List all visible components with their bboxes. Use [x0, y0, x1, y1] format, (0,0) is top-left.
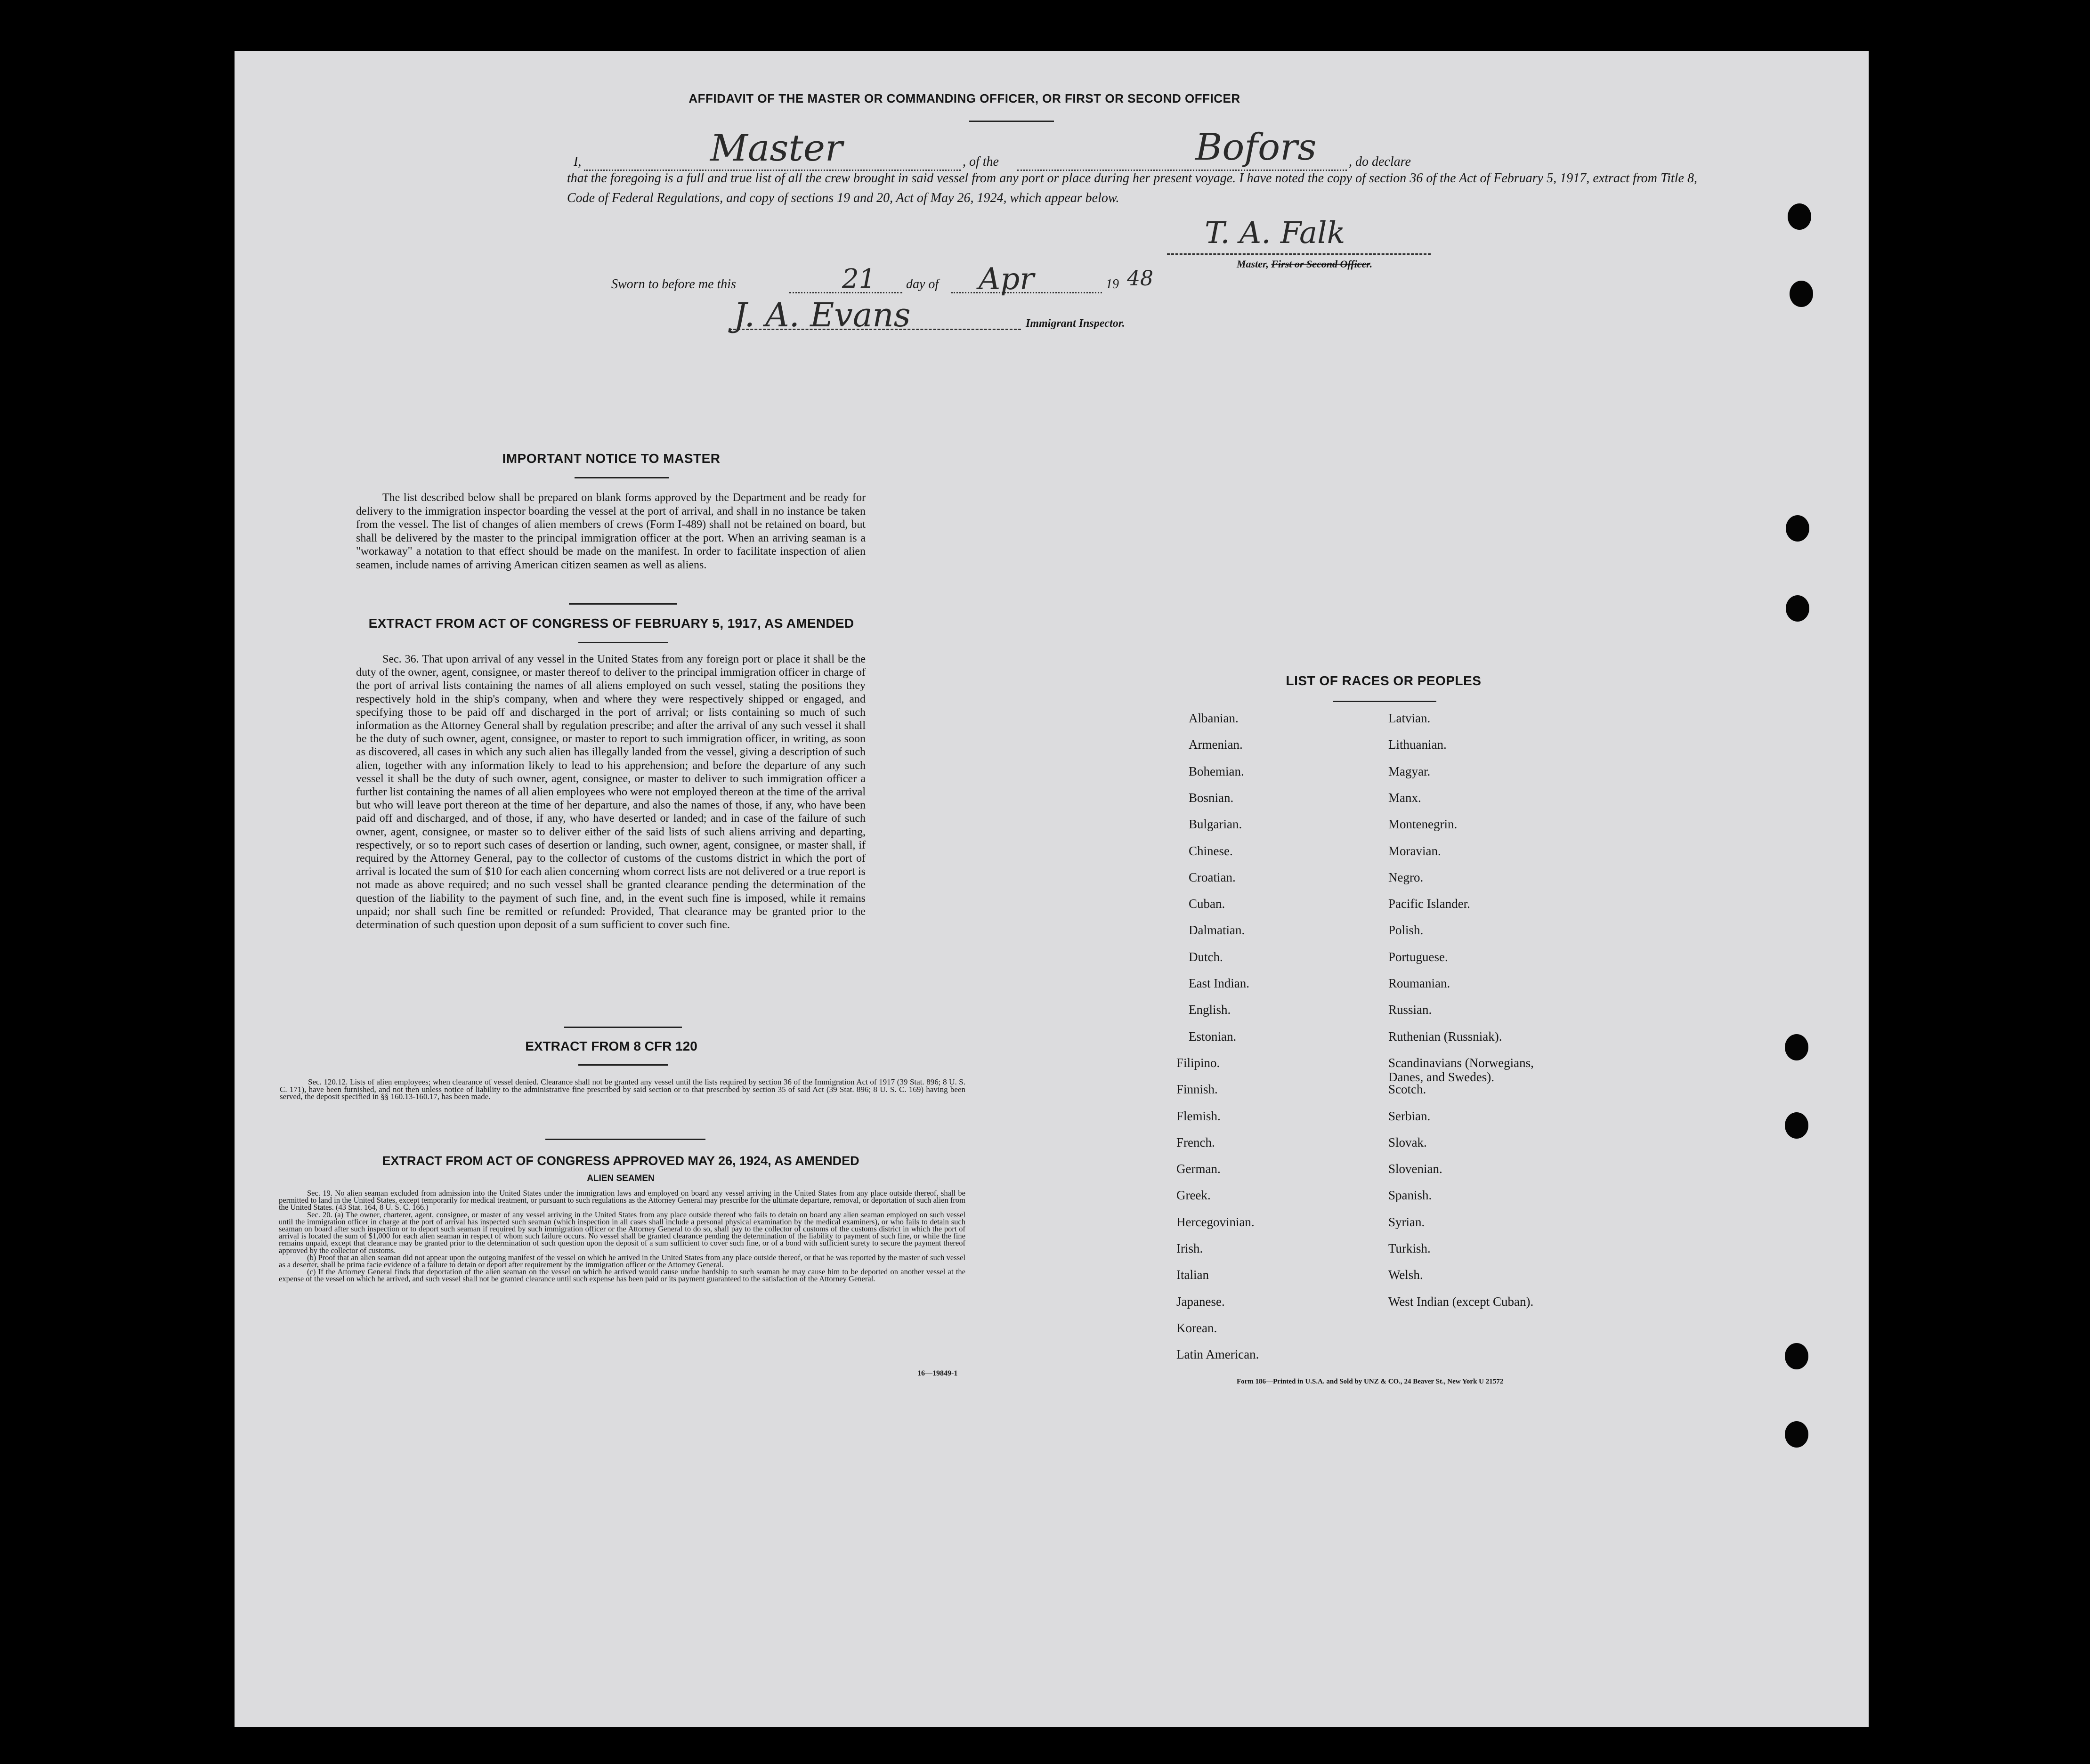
- document-page: [235, 51, 1869, 1727]
- notice-rule: [575, 477, 669, 478]
- race-item: Welsh.: [1388, 1268, 1423, 1282]
- race-item: Montenegrin.: [1388, 817, 1458, 832]
- race-item: Pacific Islander.: [1388, 897, 1470, 911]
- race-item: Finnish.: [1176, 1082, 1218, 1097]
- race-item: Latin American.: [1176, 1347, 1259, 1362]
- race-item: Polish.: [1388, 923, 1424, 938]
- binder-hole: [1786, 515, 1809, 542]
- race-item: Spanish.: [1388, 1188, 1432, 1203]
- race-item: Estonian.: [1189, 1029, 1237, 1044]
- sworn-prefix: Sworn to before me this: [611, 277, 736, 291]
- affidavit-rule: [969, 121, 1054, 122]
- race-item: West Indian (except Cuban).: [1388, 1294, 1534, 1309]
- form-footer: Form 186—Printed in U.S.A. and Sold by UNZ & CO., 24 Beaver St., New York U 21572: [1237, 1378, 1504, 1385]
- race-item: Bosnian.: [1189, 790, 1234, 805]
- race-item: Moravian.: [1388, 843, 1441, 858]
- declaration-mid: , of the: [963, 154, 999, 169]
- handwritten-day: 21: [842, 264, 876, 294]
- race-item: Chinese.: [1189, 843, 1233, 858]
- binder-hole: [1785, 1421, 1808, 1448]
- binder-hole: [1785, 1112, 1808, 1139]
- affidavit-title: AFFIDAVIT OF THE MASTER OR COMMANDING OFFICER, OR FIRST OR SECOND OFFICER: [689, 91, 1240, 105]
- race-item: Ruthenian (Russniak).: [1388, 1029, 1502, 1044]
- race-item: Bulgarian.: [1189, 817, 1242, 832]
- race-item: Slovenian.: [1388, 1162, 1442, 1176]
- sec-20b-text: (b) Proof that an alien seaman did not appear upon the outgoing manifest of the vessel on which he arrived in the United States from any place outside thereof, or that he was reported by the master of such vessel as a deserter, shall be prima facie evidence of a failure to detain or deport after requirement by the immigration officer or the Attorney General.: [279, 1253, 965, 1270]
- race-item: Filipino.: [1176, 1055, 1220, 1070]
- declaration-suffix: , do declare: [1349, 154, 1411, 169]
- race-item: English.: [1189, 1003, 1231, 1017]
- race-item: Italian: [1176, 1268, 1209, 1282]
- handwritten-year: 48: [1127, 267, 1153, 291]
- handwritten-master-name: Master: [710, 127, 843, 170]
- handwritten-month: Apr: [979, 262, 1034, 297]
- year-prefix: 19: [1106, 277, 1119, 291]
- extract-1924-subtitle: ALIEN SEAMEN: [587, 1173, 655, 1183]
- race-item: Scandinavians (Norwegians,: [1388, 1055, 1534, 1070]
- race-item: Flemish.: [1176, 1109, 1221, 1123]
- race-item: Scotch.: [1388, 1082, 1426, 1097]
- race-item: French.: [1176, 1135, 1215, 1149]
- extract-1917-rule: [578, 642, 668, 643]
- extract-1924-body: [279, 1189, 965, 1283]
- race-item: Syrian.: [1388, 1214, 1425, 1229]
- race-item: Serbian.: [1388, 1109, 1431, 1123]
- notice-title: IMPORTANT NOTICE TO MASTER: [502, 451, 721, 466]
- race-item: Magyar.: [1388, 764, 1431, 778]
- extract-1924-title: EXTRACT FROM ACT OF CONGRESS APPROVED MAY 26, 1924, AS AMENDED: [382, 1154, 859, 1168]
- master-caption: Master, First or Second Officer.: [1237, 258, 1373, 270]
- race-item: Hercegovinian.: [1176, 1214, 1255, 1229]
- race-item: Greek.: [1176, 1188, 1211, 1203]
- binder-hole: [1785, 1343, 1808, 1369]
- race-item: Dalmatian.: [1189, 923, 1245, 938]
- race-item: Danes, and Swedes).: [1388, 1069, 1494, 1084]
- sec-19-text: Sec. 19. No alien seaman excluded from admission into the United States under the immigration laws and employed on board any vessel arriving in the United States from any place outside thereof, shall be permitted to land in the United States, except temporarily for medical treatment, or pursuant to such regulations as the Attorney General may prescribe for the ultimate departure, removal, or deportation of such alien from the United States. (43 Stat. 164, 8 U. S. C. 166.): [279, 1189, 965, 1212]
- binder-hole: [1785, 1034, 1808, 1060]
- binder-hole: [1788, 203, 1811, 230]
- race-item: Albanian.: [1189, 711, 1239, 725]
- inspector-signature: J. A. Evans: [734, 296, 911, 334]
- day-of-label: day of: [906, 277, 939, 291]
- race-item: Dutch.: [1189, 949, 1223, 964]
- race-item: Lithuanian.: [1388, 737, 1447, 752]
- extract-cfr-end-rule: [545, 1139, 705, 1140]
- extract-1917-end-rule: [564, 1027, 682, 1028]
- races-title: LIST OF RACES OR PEOPLES: [1286, 673, 1482, 688]
- race-item: Turkish.: [1388, 1241, 1431, 1255]
- extract-1924-footer: 16—19849-1: [917, 1369, 958, 1377]
- race-item: Bohemian.: [1189, 764, 1244, 778]
- sec-20c-text: (c) If the Attorney General finds that deportation of the alien seaman on the vessel on which he arrived would cause undue hardship to such seaman he may cause him to be deported on another vessel at the expense of the vessel on which he arrived, and such vessel shall not be granted clearance until such expense has been paid or its payment guaranteed to the satisfaction of the Attorney General.: [279, 1267, 965, 1284]
- handwritten-vessel-name: Bofors: [1195, 126, 1317, 169]
- race-item: Roumanian.: [1388, 976, 1450, 990]
- extract-1917-body: Sec. 36. That upon arrival of any vessel in the United States from any foreign port or place it shall be the duty of the owner, agent, consignee, or master thereof to deliver to the principal immigration officer in charge of the port of arrival lists containing the names of all aliens employed on such vessel, stating the positions they respectively hold in the ship's company, when and where they were respectively shipped or engaged, and specifying those to be paid off and discharged in the port of arrival; or lists containing so much of such information as the Attorney General shall by regulation prescribe; and after the arrival of any such vessel it shall be the duty of such owner, agent, consignee, or master to report to such immigration officer, in writing, as soon as discovered, all cases in which any such alien has illegally landed from the vessel, giving a description of such alien, together with any information likely to lead to his apprehension; and before the departure of any such vessel it shall be the duty of such owner, agent, consignee, or master to deliver to such immigration officer a further list containing the names of all alien employees who were not employed thereon at the time of the arrival but who will leave port thereon at the time of her departure, and also the names of those, if any, who have been paid off and discharged, and of those, if any, who have deserted or landed; and in case of the failure of such owner, agent, consignee, or master so to deliver either of the said lists of such aliens arriving and departing, respectively, or so to report such cases of desertion or landing, such owner, agent, consignee, or master shall, if required by the Attorney General, pay to the collector of customs of the customs district in which the port of arrival is located the sum of $10 for each alien concerning whom correct lists are not delivered or a true report is not made as above required; and no such vessel shall be granted clearance pending the determination of the question of the liability to the payment of such fine, and, in the event such fine is imposed, while it remains unpaid; nor shall such fine be remitted or refunded: Provided, That clearance may be granted prior to the determination of such question upon deposit of a sum sufficient to cover such fine.: [356, 653, 866, 931]
- extract-cfr-title: EXTRACT FROM 8 CFR 120: [525, 1039, 697, 1053]
- race-item: Russian.: [1388, 1003, 1432, 1017]
- races-rule: [1333, 701, 1436, 702]
- race-item: Croatian.: [1189, 870, 1236, 884]
- struck-officer-text: First or Second Officer: [1271, 258, 1370, 270]
- binder-hole: [1786, 595, 1809, 622]
- race-item: Latvian.: [1388, 711, 1431, 725]
- declaration-prefix: I,: [574, 154, 582, 169]
- race-item: Japanese.: [1176, 1294, 1225, 1309]
- affidavit-body: that the foregoing is a full and true list of all the crew brought in said vessel from any port or place during her present voyage. I have noted the copy of section 36 of the Act of February 5, 1917, extract from Title 8, Code of Federal Regulations, and copy of sections 19 and 20, Act of May 26, 1924, which appear below.: [567, 171, 1697, 205]
- race-item: Armenian.: [1189, 737, 1243, 752]
- race-item: Portuguese.: [1388, 949, 1448, 964]
- master-signature: T. A. Falk: [1205, 216, 1345, 251]
- race-item: Manx.: [1388, 790, 1421, 805]
- binder-hole: [1790, 281, 1813, 307]
- race-item: Negro.: [1388, 870, 1424, 884]
- race-item: Cuban.: [1189, 897, 1225, 911]
- sworn-line: [611, 271, 1459, 299]
- notice-end-rule: [569, 603, 677, 605]
- extract-1917-title: EXTRACT FROM ACT OF CONGRESS OF FEBRUARY 5, 1917, AS AMENDED: [368, 616, 854, 631]
- inspector-caption: Immigrant Inspector.: [1026, 317, 1125, 330]
- extract-cfr-rule: [578, 1064, 668, 1066]
- race-item: Irish.: [1176, 1241, 1203, 1255]
- race-item: German.: [1176, 1162, 1221, 1176]
- sec-20a-text: Sec. 20. (a) The owner, charterer, agent, consignee, or master of any vessel arriving in the United States from any place outside thereof who fails to detain on board any alien seaman employed on such vessel until the immigration officer in charge at the port of arrival has inspected such seaman (which inspection in all cases shall include a personal physical examination by the medical examiners), or who fails to detain such seaman on board after such inspection or to deport such seaman if required by such immigration officer or the Attorney General to do so, shall pay to the collector of customs of the customs district in which the port of arrival is located the sum of $1,000 for each alien seaman in respect of whom such failure occurs. No vessel shall be granted clearance pending the determination of the liability to payment of such fine, or while the fine remains unpaid, except that clearance may be granted prior to the determination of such question upon the deposit of a sum sufficient to cover such fine, or of a bond with sufficient surety to secure the payment thereof approved by the collector of customs.: [279, 1210, 965, 1255]
- notice-body: The list described below shall be prepared on blank forms approved by the Department and be ready for delivery to the immigration inspector boarding the vessel at the port of arrival, and shall in no instance be taken from the vessel. The list of changes of alien members of crews (Form I-489) shall not be retained on board, but shall be delivered by the master to the principal immigration officer at the port. When an arriving seaman is a "workaway" a notation to that effect should be made on the manifest. In order to facilitate inspection of alien seamen, include names of arriving American citizen seamen as well as aliens.: [356, 492, 866, 571]
- race-item: East Indian.: [1189, 976, 1249, 990]
- extract-cfr-body: Sec. 120.12. Lists of alien employees; when clearance of vessel denied. Clearance shall not be granted any vessel until the lists required by section 36 of the Immigration Act of 1917 (39 Stat. 896; 8 U. S. C. 171), have been furnished, and not then unless notice of liability to the administrative fine prescribed by said section or to that prescribed by section 35 of said Act (39 Stat. 896; 8 U. S. C. 169) having been served, the deposit specified in §§ 160.13-160.17, has been made.: [280, 1077, 965, 1101]
- race-item: Slovak.: [1388, 1135, 1427, 1149]
- race-item: Korean.: [1176, 1320, 1217, 1335]
